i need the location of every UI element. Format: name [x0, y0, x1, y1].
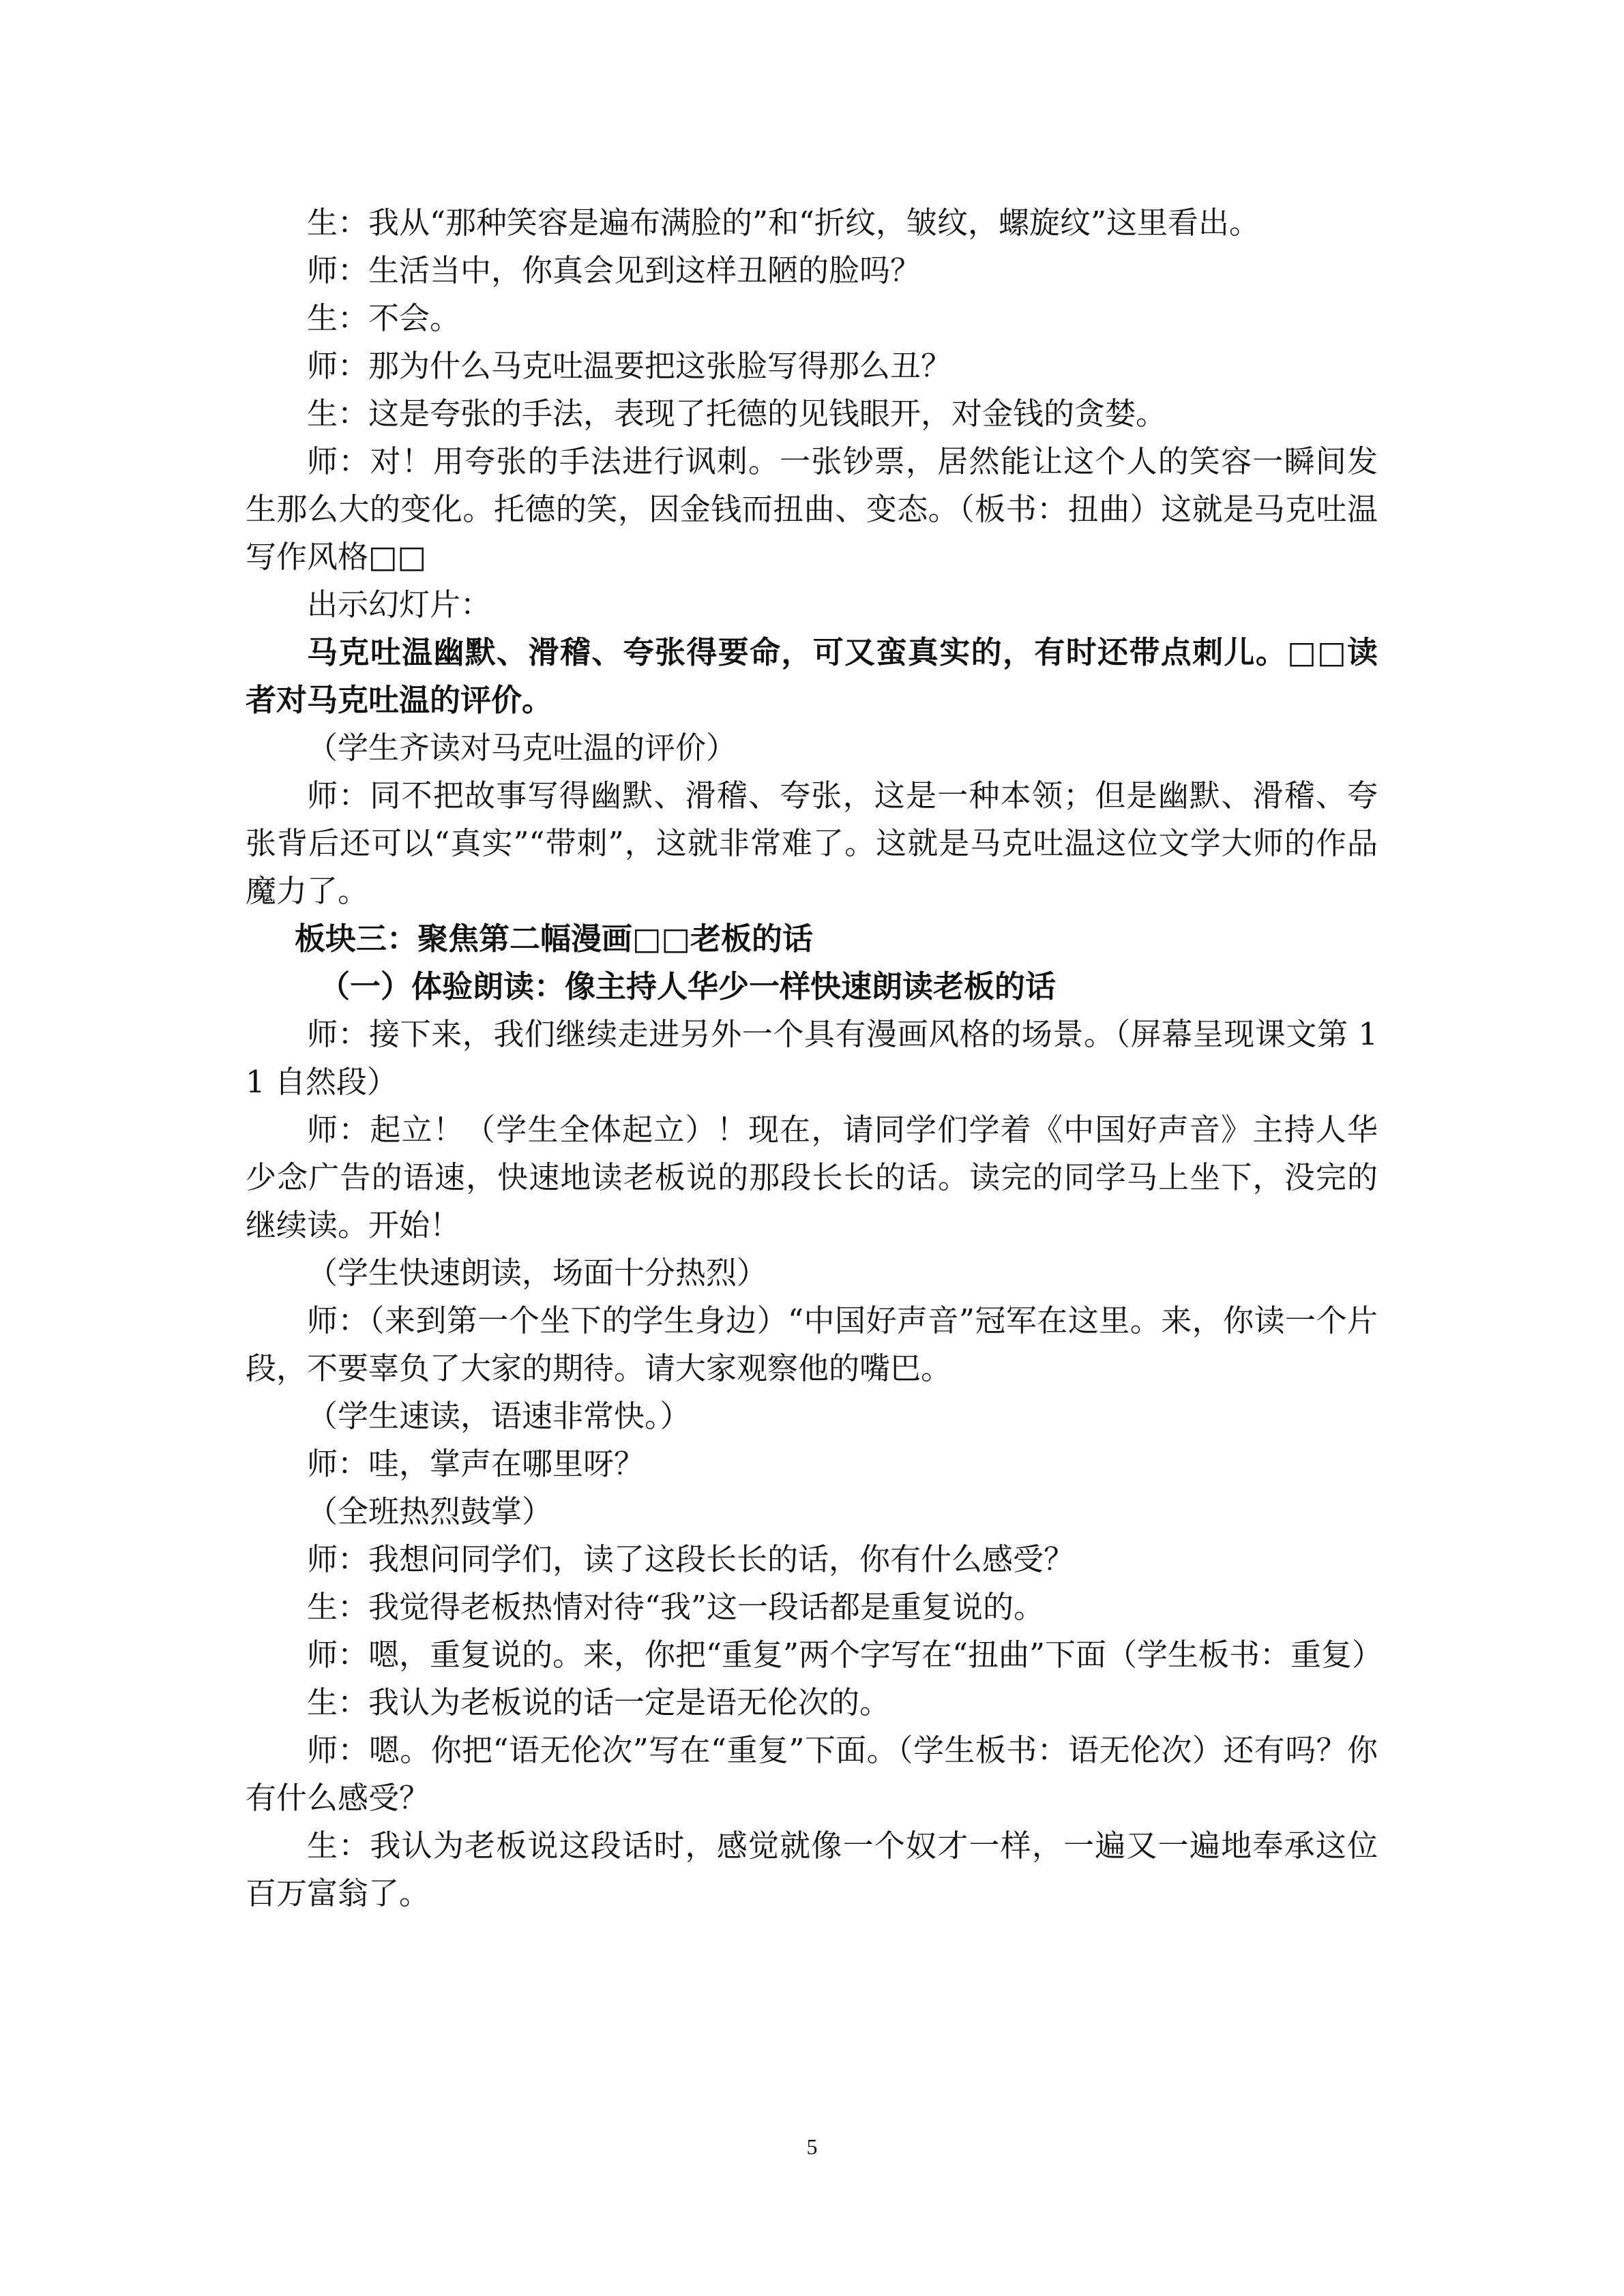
- section-heading: 板块三：聚焦第二幅漫画□□老板的话: [295, 921, 814, 957]
- stage-direction: （全班热烈鼓掌）: [307, 1493, 553, 1530]
- paragraph: 生：不会。: [307, 300, 461, 336]
- paragraph: 生：我认为老板说的话一定是语无伦次的。: [307, 1684, 891, 1720]
- stage-direction: （学生速读，语速非常快。）: [307, 1398, 691, 1434]
- paragraph: 出示幻灯片：: [307, 586, 492, 623]
- paragraph: 师：那为什么马克吐温要把这张脸写得那么丑？: [307, 348, 952, 384]
- paragraph: 师：起立！（学生全体起立）！现在，请同学们学着《中国好声音》主持人华少念广告的语速，快速地读老板说的那段长长的话。读完的同学马上坐下，没完的继续读。开始！: [246, 1112, 1378, 1243]
- stage-direction: （学生快速朗读，场面十分热烈）: [307, 1255, 768, 1291]
- subsection-heading: （一）体验朗读：像主持人华少一样快速朗读老板的话: [319, 968, 1057, 1004]
- paragraph: 师：我想问同学们，读了这段长长的话，你有什么感受？: [307, 1541, 1075, 1577]
- stage-direction: （学生齐读对马克吐温的评价）: [307, 730, 737, 766]
- paragraph: 生：我觉得老板热情对待“我”这一段话都是重复说的。: [307, 1589, 1045, 1625]
- paragraph: 师：（来到第一个坐下的学生身边）“中国好声音”冠军在这里。来，你读一个片段，不要辜负了大家的期待。请大家观察他的嘴巴。: [246, 1302, 1378, 1386]
- paragraph: 师：哇，掌声在哪里呀？: [307, 1446, 645, 1482]
- paragraph: 师：同不把故事写得幽默、滑稽、夸张，这是一种本领；但是幽默、滑稽、夸张背后还可以“真实”“带刺”，这就非常难了。这就是马克吐温这位文学大师的作品魔力了。: [246, 777, 1378, 909]
- page-number: 5: [806, 2134, 818, 2159]
- paragraph: 生：我认为老板说这段话时，感觉就像一个奴才一样，一遍又一遍地奉承这位百万富翁了。: [246, 1828, 1378, 1911]
- paragraph: 师：生活当中，你真会见到这样丑陋的脸吗？: [307, 252, 921, 288]
- slide-quote: 马克吐温幽默、滑稽、夸张得要命，可又蛮真实的，有时还带点刺儿。□□读者对马克吐温的评价。: [246, 634, 1378, 718]
- paragraph: 生：这是夸张的手法，表现了托德的见钱眼开，对金钱的贪婪。: [307, 396, 1167, 432]
- paragraph: 生：我从“那种笑容是遍布满脸的”和“折纹，皱纹，螺旋纹”这里看出。: [307, 205, 1260, 241]
- paragraph: 师：接下来，我们继续走进另外一个具有漫画风格的场景。（屏幕呈现课文第 11 自然段）: [246, 1016, 1378, 1100]
- paragraph: 师：嗯，重复说的。来，你把“重复”两个字写在“扭曲”下面（学生板书：重复）: [307, 1637, 1383, 1673]
- paragraph: 师：对！用夸张的手法进行讽刺。一张钞票，居然能让这个人的笑容一瞬间发生那么大的变化。托德的笑，因金钱而扭曲、变态。（板书：扭曲）这就是马克吐温写作风格□□: [246, 443, 1378, 575]
- paragraph: 师：嗯。你把“语无伦次”写在“重复”下面。（学生板书：语无伦次）还有吗？你有什么感受？: [246, 1732, 1378, 1816]
- page-body: [246, 199, 1383, 1918]
